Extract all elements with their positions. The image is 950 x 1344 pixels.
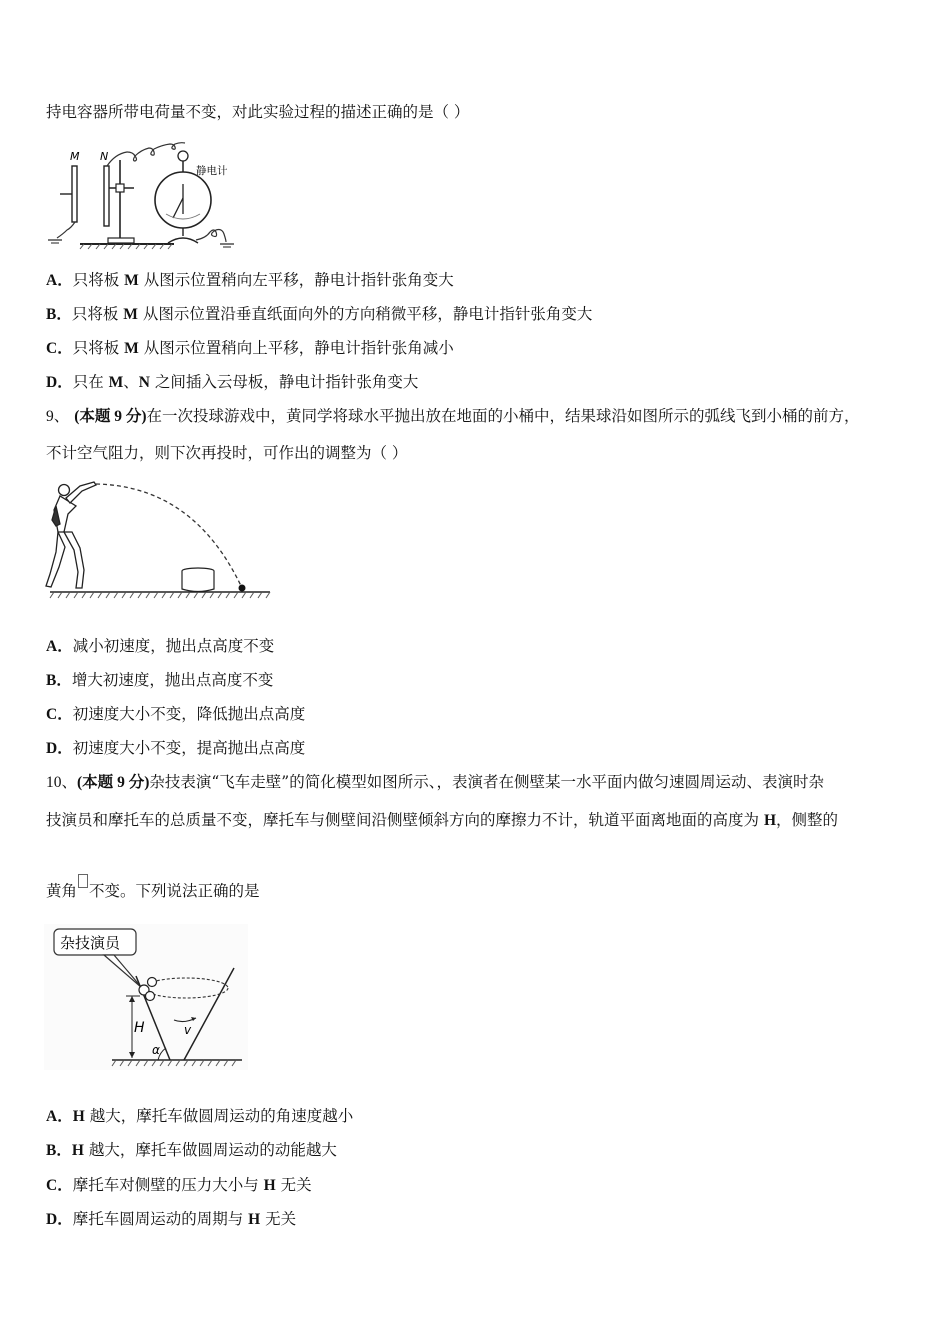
q10-stem-text: 技演员和摩托车的总质量不变，摩托车与侧壁间沿侧壁倾斜方向的摩擦力不计，轨道平面离地面的高度为: [46, 811, 764, 829]
option-letter: D．: [46, 1211, 73, 1228]
option-text: 只将板: [71, 305, 124, 323]
option-text: 之间插入云母板，静电计指针张角变大: [150, 373, 419, 391]
option-symbol: N: [138, 374, 150, 391]
option-symbol: H: [248, 1211, 261, 1228]
option-text: 无关: [260, 1210, 297, 1228]
option-letter: B．: [46, 672, 72, 689]
option-symbol: M: [123, 306, 138, 323]
option-text: 初速度大小不变，提高抛出点高度: [72, 739, 306, 757]
q10-option-b: [46, 1140, 337, 1161]
option-text: 摩托车对侧壁的压力大小与: [72, 1176, 264, 1194]
label-m: M: [70, 150, 80, 163]
points-open: (本题: [74, 408, 115, 425]
q9-option-a: [46, 636, 274, 657]
option-symbol: H: [71, 1142, 84, 1159]
symbol-h: H: [763, 812, 776, 829]
points-value: 9: [114, 408, 122, 425]
option-text: 只将板: [72, 271, 125, 289]
label-velocity: v: [184, 1023, 192, 1037]
q10-stem-text: ，侧整的: [776, 811, 839, 829]
q9-option-d: [46, 738, 305, 759]
q10-stem-text: 杂技表演“飞车走壁”的简化模型如图所示、，表演者在侧壁某一水平面内做匀速圆周运动、表演时杂: [149, 773, 824, 791]
q10-stem-text: 黄角: [46, 882, 78, 900]
missing-symbol-box: [78, 874, 88, 888]
q9-stem-text: 不计空气阻力，则下次再投时，可作出的调整为（ ）: [46, 444, 408, 462]
option-text: 只在: [72, 373, 109, 391]
option-symbol: M: [108, 374, 124, 391]
q10-figure-wall-riding: [44, 924, 248, 1070]
option-symbol: H: [72, 1108, 85, 1125]
question-number: 9、: [46, 408, 70, 425]
option-text: 减小初速度，抛出点高度不变: [72, 637, 275, 655]
option-text: 只将板: [72, 339, 125, 357]
option-text: 从图示位置稍向左平移，静电计指针张角变大: [138, 271, 454, 289]
option-text: 越大，摩托车做圆周运动的角速度越小: [84, 1107, 354, 1125]
option-symbol: H: [263, 1177, 276, 1194]
option-text: 越大，摩托车做圆周运动的动能越大: [83, 1141, 337, 1159]
q10-stem-line1: [46, 772, 824, 793]
option-letter: C．: [46, 1177, 73, 1194]
q9-stem-text: 在一次投球游戏中，黄同学将球水平抛出放在地面的小桶中，结果球沿如图所示的弧线飞到小桶的前方，: [146, 407, 860, 425]
points-value: 9: [117, 774, 125, 791]
q8-option-c: [46, 338, 454, 359]
option-symbol: M: [124, 340, 139, 357]
label-height: H: [134, 1020, 145, 1036]
q10-stem-text: 不变。下列说法正确的是: [89, 882, 260, 900]
label-angle: α: [152, 1043, 160, 1057]
label-performer: 杂技演员: [60, 934, 121, 952]
q9-stem-line2: [46, 443, 407, 463]
option-letter: A．: [46, 638, 73, 655]
option-symbol: M: [124, 272, 139, 289]
option-letter: B．: [46, 306, 72, 323]
q9-stem-line1: [46, 406, 860, 427]
points-close: 分): [122, 408, 147, 425]
option-letter: A．: [46, 1108, 73, 1125]
q9-option-c: [46, 704, 305, 725]
q8-option-a: [46, 270, 454, 291]
option-letter: D．: [46, 740, 73, 757]
q8-stem: [46, 102, 469, 122]
points-open: (本题: [77, 774, 118, 791]
q10-stem-line2: [46, 810, 838, 831]
option-text: 从图示位置稍向上平移，静电计指针张角减小: [138, 339, 454, 357]
q8-stem-text: 持电容器所带电荷量不变，对此实验过程的描述正确的是（ ）: [46, 103, 470, 121]
option-text: 无关: [275, 1176, 312, 1194]
label-electrometer: 静电计: [196, 165, 228, 177]
q10-option-a: [46, 1106, 353, 1127]
q9-option-b: [46, 670, 273, 691]
q8-option-d: [46, 372, 418, 393]
q8-figure-electrometer: [44, 140, 244, 252]
q8-option-b: [46, 304, 592, 325]
q10-stem-line3: [46, 874, 260, 901]
option-text: 增大初速度，抛出点高度不变: [71, 671, 274, 689]
q10-option-d: [46, 1209, 296, 1230]
question-number: 10、: [46, 774, 78, 791]
q10-option-c: [46, 1175, 312, 1196]
option-text: 初速度大小不变，降低抛出点高度: [72, 705, 306, 723]
option-letter: C．: [46, 706, 73, 723]
option-text: 从图示位置沿垂直纸面向外的方向稍微平移，静电计指针张角变大: [137, 305, 593, 323]
option-letter: B．: [46, 1142, 72, 1159]
option-letter: C．: [46, 340, 73, 357]
option-text: 摩托车圆周运动的周期与: [72, 1210, 249, 1228]
label-n: N: [100, 150, 109, 163]
option-letter: D．: [46, 374, 73, 391]
option-letter: A．: [46, 272, 73, 289]
q9-figure-throw: [44, 476, 274, 604]
option-text: 、: [123, 373, 139, 391]
points-close: 分): [124, 774, 150, 791]
